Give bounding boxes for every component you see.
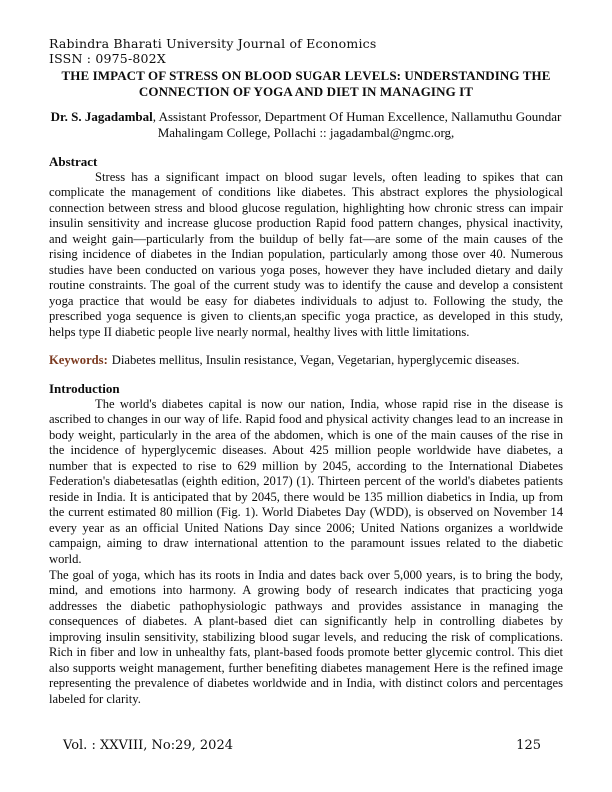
author-affiliation-part1: , Assistant Professor, Department Of Human Excellence, Nallamuthu Goundar [152,109,562,124]
introduction-paragraph-1: The world's diabetes capital is now our nation, India, whose rapid rise in the disease is ascribed to changes in our way of life. Rapid food and physical activity changes lead to an increase in body weight, particularly in the area of the abdomen, which is one of the main causes of the rise in the incidence of hyperglycemic diseases. About 425 million people worldwide have diabetes, a number that is expected to rise to 629 million by 2045, according to the International Diabetes Federation's diabetesatlas (eighth edition, 2017) (1). Thirteen percent of the world's diabetes patients reside in India. It is anticipated that by 2045, there would be 135 million diabetics in India, up from the current estimated 80 million (Fig. 1). World Diabetes Day (WDD), is observed on November 14 every year as an official United Nations Day since 2006; United Nations organizes a worldwide campaign, aiming to draw international attention to the paramount issues related to the diabetic world. [49,396,563,566]
introduction-heading: Introduction [49,381,120,397]
keywords-text: Diabetes mellitus, Insulin resistance, Vegan, Vegetarian, hyperglycemic diseases. [111,352,520,367]
keywords-line [49,353,563,369]
abstract-text: Stress has a significant impact on blood sugar levels, often leading to spikes that can complicate the management of conditions like diabetes. This abstract explores the physiological connection between stress and blood glucose regulation, highlighting how chronic stress can impair insulin sensitivity and increase glucose production Rapid food pattern changes, physical inactivity, and weight gain—particularly from the buildup of belly fat—are some of the main causes of the rising incidence of diabetes in the Indian population, particularly among those over 40. Numerous studies have been conducted on various yoga poses, however they have included dietary and daily routine constraints. The goal of the current study was to identify the cause and develop a consistent yoga practice that would be easy for diabetes individuals to adjust to. Following the study, the prescribed yoga sequence is given to clients,an specific yoga practice, as developed in this study, helps type II diabetic people live nearly normal, healthy lives with little limitations. [49,169,563,339]
journal-masthead [49,36,563,66]
volume-info: Vol. : XXVIII, No:29, 2024 [63,738,233,753]
page-footer [63,738,541,753]
page-number: 125 [516,738,541,753]
author-name: Dr. S. Jagadambal [50,109,153,124]
article-title [49,68,563,99]
keywords-label: Keywords: [49,352,108,367]
article-title-line2: CONNECTION OF YOGA AND DIET IN MANAGING IT [138,83,474,99]
page-content [49,36,563,707]
article-title-line1: THE IMPACT OF STRESS ON BLOOD SUGAR LEVELS: UNDERSTANDING THE [61,68,551,83]
author-affiliation-part2: Mahalingam College, Pollachi :: jagadambal@ngmc.org, [157,125,455,140]
author-line1 [49,109,563,125]
journal-name: Rabindra Bharati University Journal of Economics [49,36,377,51]
journal-issn: ISSN : 0975-802X [49,51,166,66]
introduction-paragraph-2: The goal of yoga, which has its roots in India and dates back over 5,000 years, is to bring the body, mind, and emotions into harmony. A growing body of research indicates that practicing yoga addresses the diabetic pathophysiologic pathways and provides assistance in managing the consequences of diabetes. A plant-based diet can significantly help in controlling diabetes by improving insulin sensitivity, stabilizing blood sugar levels, and reducing the risk of complications. Rich in fiber and low in unhealthy fats, plant-based foods promote better glycemic control. This diet also supports weight management, further benefiting diabetes management Here is the refined image representing the prevalence of diabetes worldwide and in India, with distinct colors and percentages labeled for clarity. [49,567,563,706]
author-block [49,109,563,141]
abstract-heading: Abstract [49,154,98,169]
